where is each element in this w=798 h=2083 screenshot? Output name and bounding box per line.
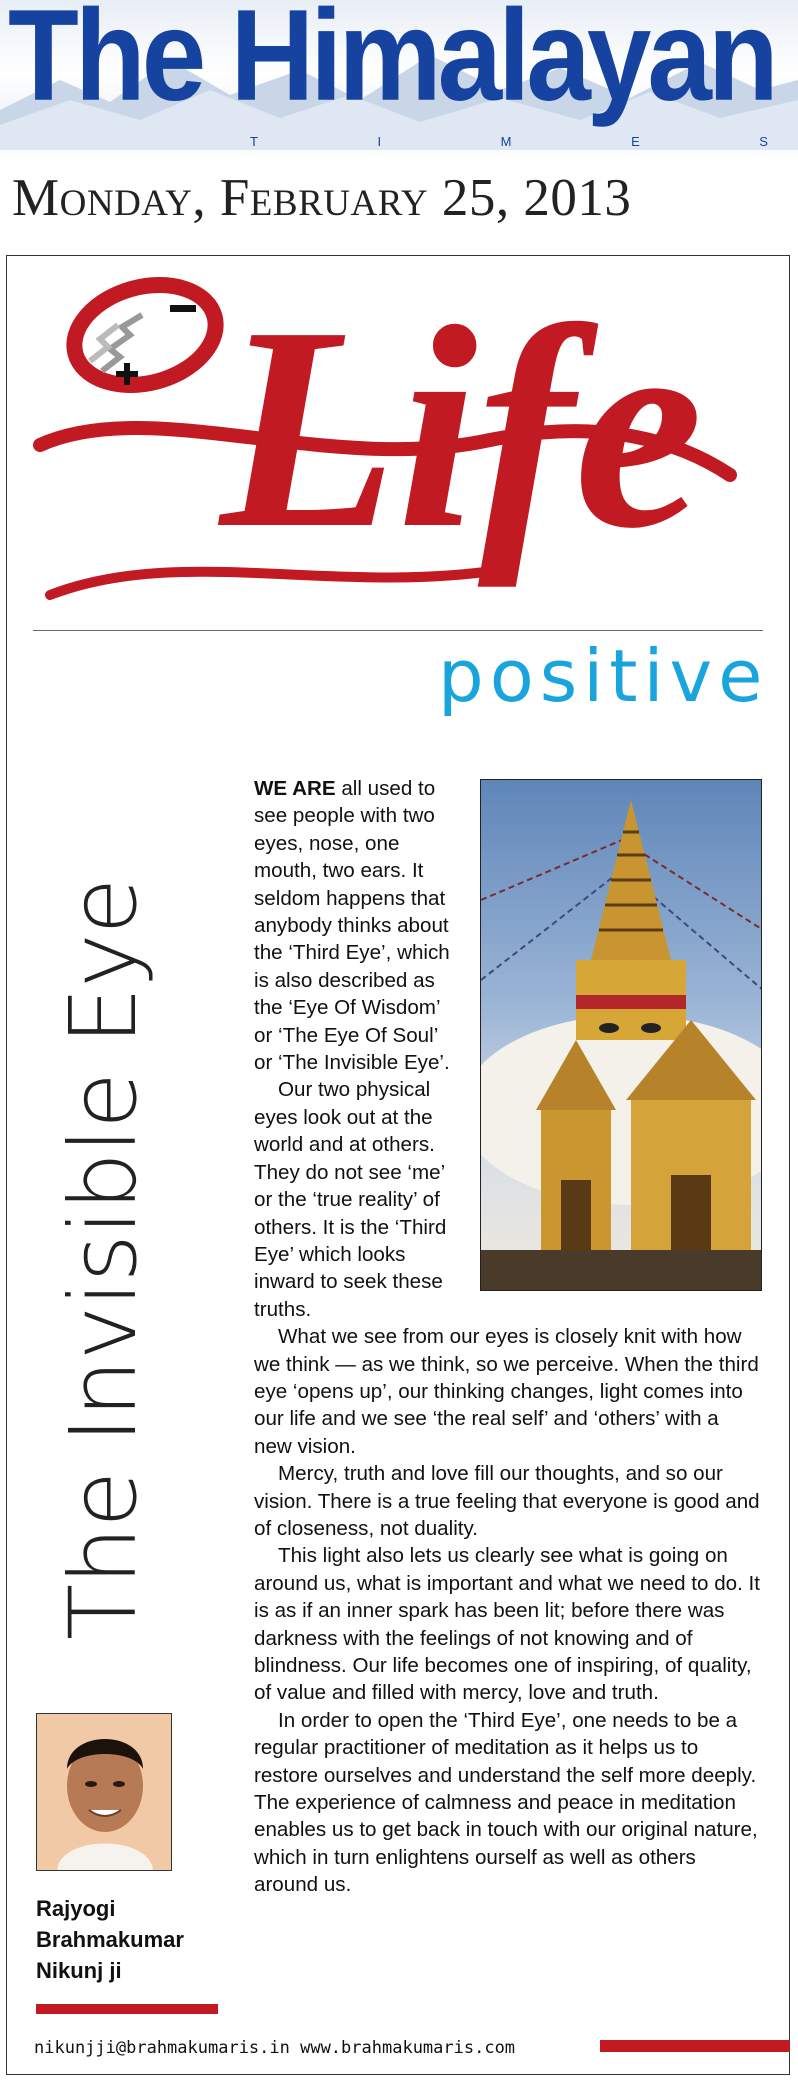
article-paragraph: In order to open the ‘Third Eye’, one needs to be a regular practitioner of meditation as it helps us to restore ourselves and understand the self more deeply. The experience of calmness and peace in meditation enables us to get back in touch with our original nature, which in turn enlightens ourself as well as others around us. (254, 1708, 758, 1897)
article-paragraph: This light also lets us clearly see what is going on around us, what is important and what we need to do. It is as if an inner spark has been lit; before there was darkness with the feelings of not knowing and of blindness. Our life becomes one of inspiring, of quality, of value and filled with mercy, love and truth. (254, 1544, 760, 1705)
author-portrait (37, 1714, 172, 1871)
article-paragraph: Our two physical eyes look out at the world and at others. They do not see ‘me’ or the ‘true reality’ of others. It is the ‘Third Eye’ which looks inward to seek these truths. (254, 1078, 447, 1321)
footer-contact: nikunjji@brahmakumaris.in www.brahmakumaris.com (34, 2038, 516, 2058)
author-name-line: Brahmakumar (36, 1927, 184, 1952)
subname-letter: E (631, 134, 642, 149)
article-paragraph: WE ARE all used to see people with two eyes, nose, one mouth, two ears. It seldom happens that anybody thinks about the ‘Third Eye’, which is also described as the ‘Eye Of Wisdom’ or ‘The Eye Of Soul’ or ‘The Invisible Eye’. (254, 777, 450, 1075)
newspaper-name: The Himalayan (8, 0, 775, 128)
eye-icon (63, 275, 227, 400)
footer-accent-bar (600, 2040, 790, 2052)
newspaper-subname (250, 134, 770, 149)
author-photo (36, 1713, 172, 1871)
logo-divider (33, 630, 763, 631)
logo-subtitle: positive (438, 634, 769, 718)
subname-letter: T (250, 134, 260, 149)
article-body (254, 775, 762, 1899)
article-paragraph: Mercy, truth and love fill our thoughts, and so our vision. There is a true feeling that everyone is good and of closeness, not duality. (254, 1462, 760, 1540)
author-name-line: Rajyogi (36, 1896, 116, 1921)
masthead (0, 0, 798, 162)
stupa-illustration (481, 780, 762, 1291)
dateline: Monday, February 25, 2013 (12, 169, 632, 227)
subname-letter: M (500, 134, 514, 149)
subname-letter: S (759, 134, 770, 149)
subname-letter: I (377, 134, 384, 149)
author-accent-bar (36, 2004, 218, 2014)
life-positive-logo (30, 275, 770, 625)
stupa-photo (480, 779, 762, 1291)
author-name (36, 1893, 236, 1986)
logo-word: Life (220, 275, 704, 588)
article-lead: WE ARE (254, 777, 336, 800)
article-headline: The Invisible Eye (50, 878, 157, 1640)
author-name-line: Nikunj ji (36, 1958, 122, 1983)
article-paragraph: What we see from our eyes is closely knit with how we think — as we think, so we perceive. When the third eye ‘opens up’, our thinking changes, light comes into our life and we see ‘the real self’ and ‘others’ with a new vision. (254, 1325, 759, 1458)
